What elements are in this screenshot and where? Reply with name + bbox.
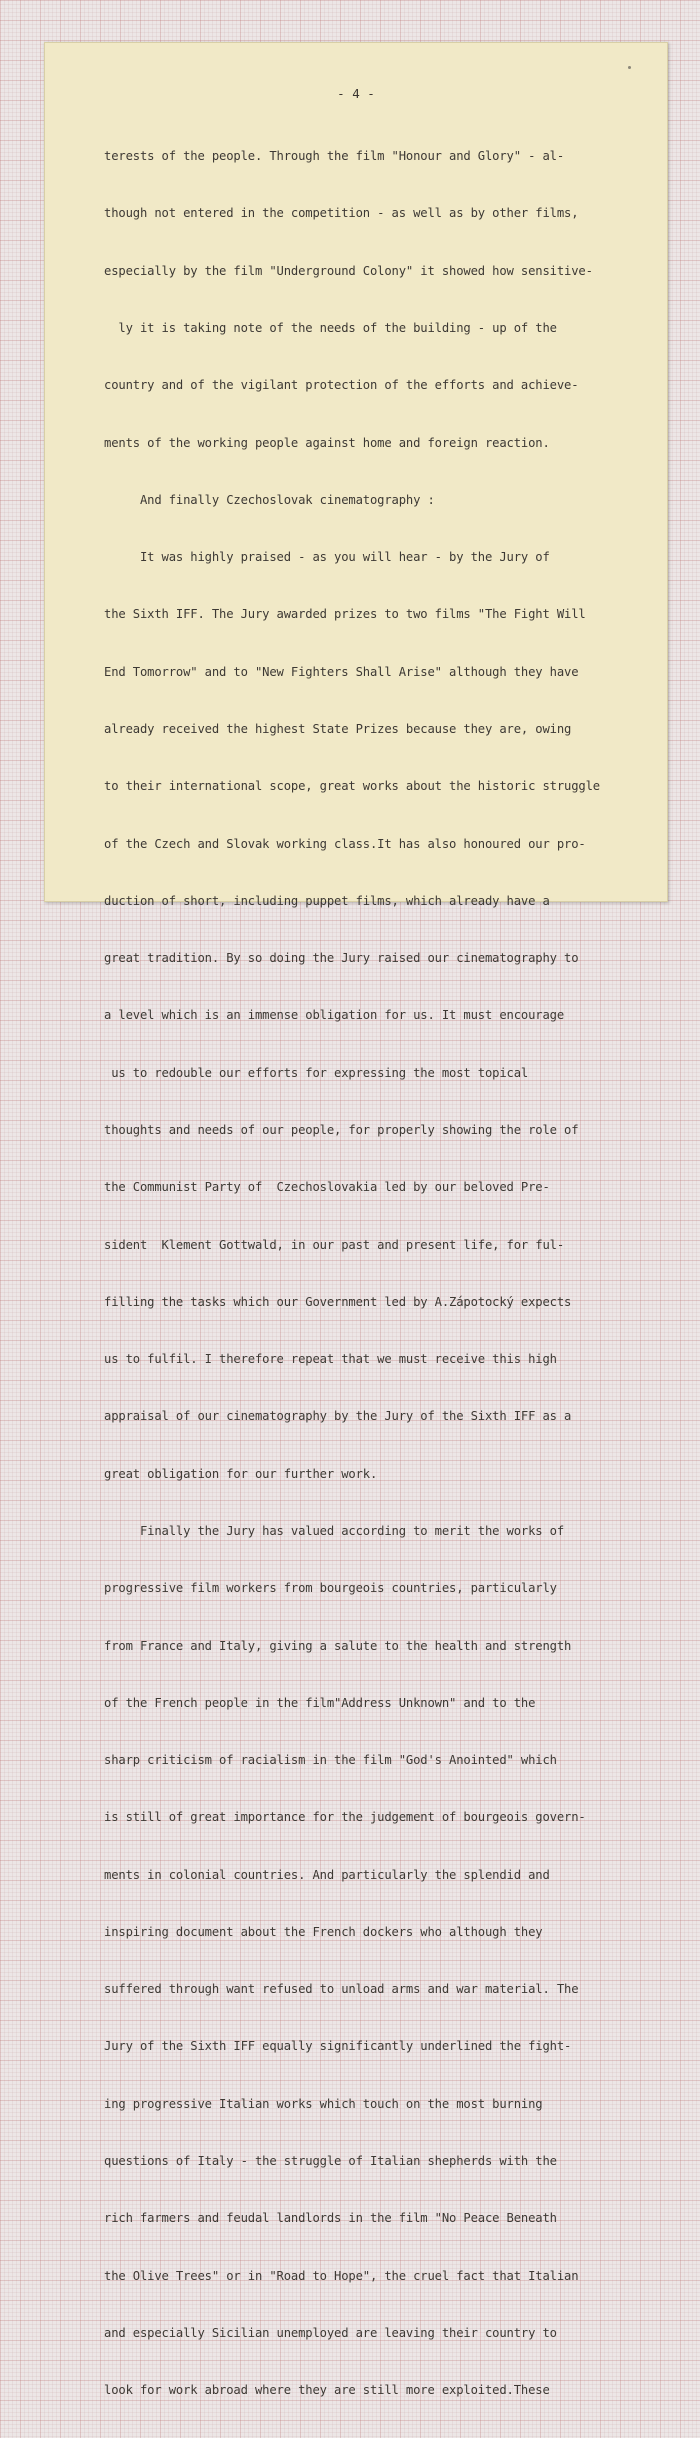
- text-line: And finally Czechoslovak cinematography :: [104, 492, 435, 507]
- page-number: - 4 -: [337, 86, 375, 101]
- text-line: ly it is taking note of the needs of the building - up of the: [104, 321, 557, 336]
- text-line: to their international scope, great works about the historic struggle: [104, 779, 600, 794]
- text-line: us to fulfil. I therefore repeat that we must receive this high: [104, 1352, 557, 1367]
- text-line: of the French people in the film"Address Unknown" and to the: [104, 1695, 536, 1710]
- text-line: terests of the people. Through the film "Honour and Glory" - al-: [104, 149, 564, 164]
- text-line: inspiring document about the French dockers who although they: [104, 1924, 543, 1939]
- body-text: [104, 109, 664, 2438]
- text-line: a level which is an immense obligation for us. It must encourage: [104, 1008, 564, 1023]
- text-line: rich farmers and feudal landlords in the film "No Peace Beneath: [104, 2211, 557, 2226]
- text-line: Finally the Jury has valued according to merit the works of: [104, 1523, 564, 1538]
- document-page: [44, 42, 668, 2398]
- text-line: and especially Sicilian unemployed are leaving their country to: [104, 2325, 557, 2340]
- text-line: progressive film workers from bourgeois countries, particularly: [104, 1581, 557, 1596]
- text-line: already received the highest State Prizes because they are, owing: [104, 722, 572, 736]
- text-line: End Tomorrow" and to "New Fighters Shall Arise" although they have: [104, 664, 579, 679]
- text-line: It was highly praised - as you will hear - by the Jury of: [104, 550, 550, 565]
- text-line: great obligation for our further work.: [104, 1466, 378, 1481]
- text-line: sident Klement Gottwald, in our past and present life, for ful-: [104, 1237, 564, 1252]
- text-line: of the Czech and Slovak working class.It has also honoured our pro-: [104, 836, 586, 851]
- text-line: filling the tasks which our Government led by A.Zápotocký expects: [104, 1294, 572, 1309]
- text-line: questions of Italy - the struggle of Italian shepherds with the: [104, 2154, 557, 2169]
- paper-speck: [628, 66, 631, 69]
- text-line: country and of the vigilant protection of the efforts and achieve-: [104, 378, 579, 393]
- text-line: look for work abroad where they are still more exploited.These: [104, 2383, 550, 2398]
- text-line: from France and Italy, giving a salute to the health and strength: [104, 1638, 572, 1653]
- text-line: especially by the film "Underground Colony" it showed how sensitive-: [104, 263, 593, 278]
- text-line: suffered through want refused to unload arms and war material. The: [104, 1982, 579, 1997]
- text-line: ing progressive Italian works which touch on the most burning: [104, 2096, 543, 2111]
- text-line: sharp criticism of racialism in the film "God's Anointed" which: [104, 1753, 557, 1768]
- text-line: the Communist Party of Czechoslovakia led by our beloved Pre-: [104, 1180, 550, 1195]
- text-line: the Sixth IFF. The Jury awarded prizes to two films "The Fight Will: [104, 607, 586, 622]
- text-line: the Olive Trees" or in "Road to Hope", the cruel fact that Italian: [104, 2268, 579, 2283]
- text-line: appraisal of our cinematography by the Jury of the Sixth IFF as a: [104, 1409, 572, 1424]
- text-line: Jury of the Sixth IFF equally significantly underlined the fight-: [104, 2039, 572, 2054]
- text-line: ments of the working people against home and foreign reaction.: [104, 435, 550, 450]
- text-line: thoughts and needs of our people, for properly showing the role of: [104, 1122, 579, 1137]
- text-line: duction of short, including puppet films, which already have a: [104, 893, 550, 908]
- text-line: us to redouble our efforts for expressing the most topical: [104, 1065, 529, 1080]
- text-line: ments in colonial countries. And particularly the splendid and: [104, 1867, 550, 1882]
- text-line: great tradition. By so doing the Jury raised our cinematography to: [104, 951, 579, 966]
- text-line: though not entered in the competition - as well as by other films,: [104, 206, 579, 221]
- text-line: is still of great importance for the judgement of bourgeois govern-: [104, 1810, 586, 1825]
